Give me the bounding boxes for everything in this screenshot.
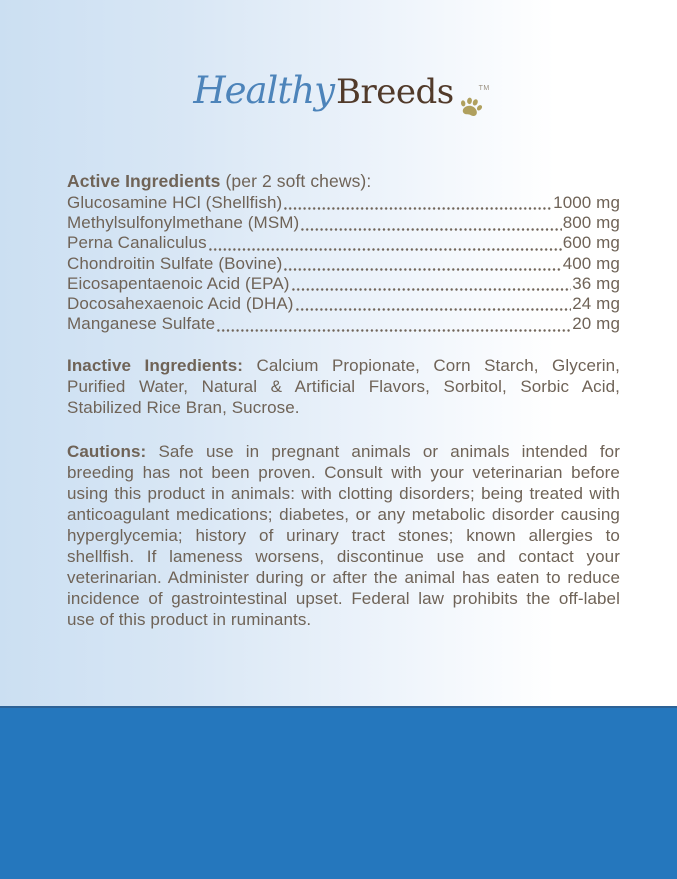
- ingredient-amount: 24 mg: [572, 294, 620, 314]
- active-ingredients-list: [67, 193, 620, 334]
- dot-leader: [295, 294, 572, 314]
- ingredient-row: [67, 274, 620, 294]
- brand-logo: [0, 69, 677, 138]
- dot-leader: [216, 314, 571, 334]
- cautions-heading: Cautions:: [67, 442, 147, 462]
- active-ingredients-section: [67, 170, 620, 334]
- ingredient-row: [67, 254, 620, 274]
- ingredient-amount: 20 mg: [572, 314, 620, 334]
- active-ingredients-heading-bold: Active Ingredients: [67, 171, 221, 191]
- ingredient-name: Chondroitin Sulfate (Bovine): [67, 253, 283, 273]
- ingredient-name: Glucosamine HCl (Shellfish): [67, 193, 283, 212]
- dot-leader: [208, 233, 562, 253]
- ingredient-row: [67, 294, 620, 314]
- ingredient-name: Eicosapentaenoic Acid (EPA): [67, 273, 290, 293]
- ingredient-name: Docosahexaenoic Acid (DHA): [67, 294, 294, 314]
- dot-leader: [283, 193, 552, 213]
- trademark-symbol: TM: [478, 85, 490, 92]
- ingredient-row: [67, 233, 620, 253]
- inactive-ingredients-paragraph: [67, 355, 620, 418]
- ingredient-amount: 36 mg: [572, 273, 620, 293]
- active-ingredients-heading-suffix: (per 2 soft chews):: [220, 171, 372, 191]
- ingredient-name: Manganese Sulfate: [67, 314, 216, 334]
- ingredient-name: Methylsulfonylmethane (MSM): [67, 213, 300, 233]
- logo-healthy-text: Healthy: [193, 69, 334, 112]
- cautions-paragraph: [67, 441, 620, 630]
- active-ingredients-heading: [67, 170, 620, 192]
- ingredient-row: [67, 213, 620, 233]
- ingredient-row: [67, 314, 620, 334]
- paw-icon: [458, 85, 490, 120]
- ingredient-amount: 600 mg: [562, 233, 620, 253]
- dot-leader: [283, 254, 561, 274]
- cautions-text: Safe use in pregnant animals or animals intended for breeding has not been proven. Consult with your veterinarian before using this product in animals: with clotting disorders; being treated with anticoagulant medications; diabetes, or any metabolic disorder causing hyperglycemia; history of urinary tract stones; known allergies to shellfish. If lameness worsens, discontinue use and contact your veterinarian. Administer during or after the animal has eaten to reduce incidence of gastrointestinal upset. Federal law prohibits the off-label use of this product in ruminants.: [67, 442, 620, 630]
- logo-breeds-text: Breeds: [335, 72, 454, 112]
- bottom-color-bar: [0, 706, 677, 879]
- dot-leader: [291, 274, 572, 294]
- ingredient-row: [67, 193, 620, 213]
- ingredient-amount: 400 mg: [562, 253, 620, 273]
- dot-leader: [300, 213, 561, 233]
- inactive-ingredients-heading: Inactive Ingredients:: [67, 356, 244, 376]
- ingredient-amount: 1000 mg: [553, 193, 620, 212]
- inactive-ingredients-text: Calcium Propionate, Corn Starch, Glycerin, Purified Water, Natural & Artificial Flavors, Sorbitol, Sorbic Acid, Stabilized Rice Bran, Sucrose.: [67, 356, 621, 418]
- ingredient-amount: 800 mg: [562, 213, 620, 233]
- label-text-content: [67, 170, 620, 630]
- ingredient-name: Perna Canaliculus: [67, 233, 207, 253]
